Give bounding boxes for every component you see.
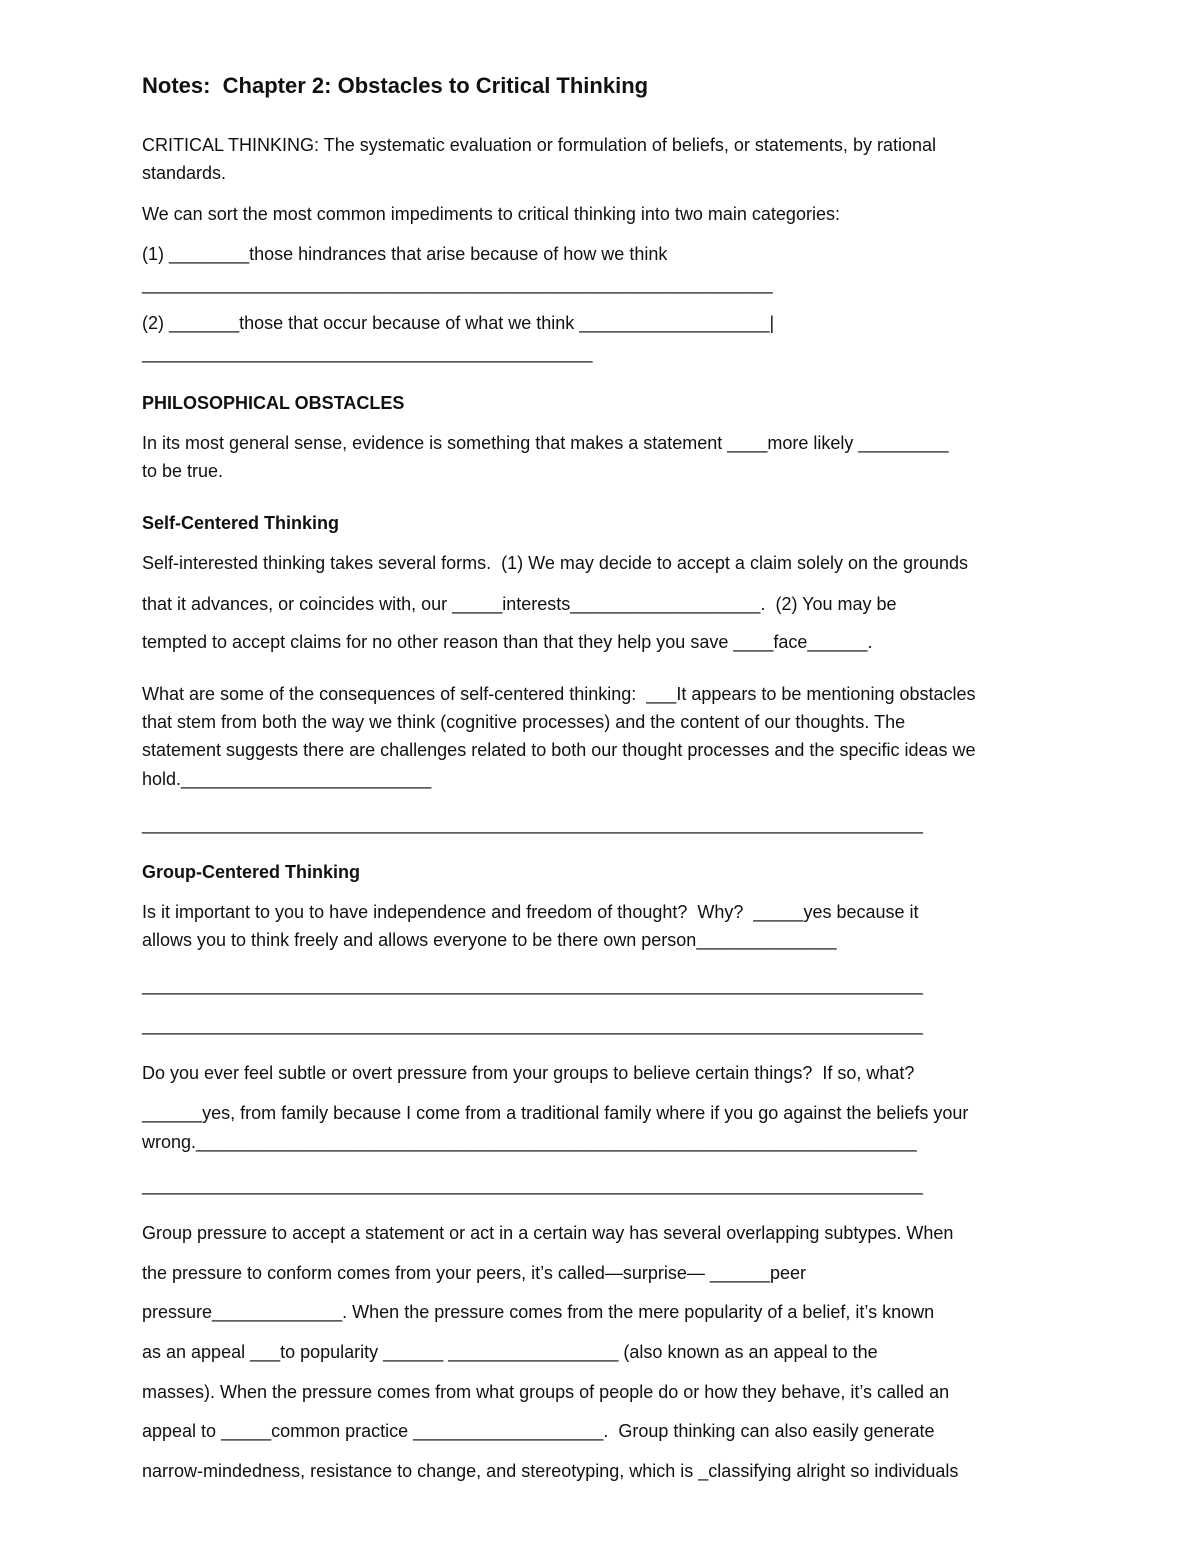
subsection-heading: Group-Centered Thinking (142, 862, 360, 882)
blank-line: _____________________________________________ (142, 343, 593, 363)
paragraph-line: to be true. (142, 461, 224, 481)
paragraph-line: tempted to accept claims for no other reason than that they help you save ____face______. (142, 632, 873, 652)
answer-line: statement suggests there are challenges related to both our thought processes and the specific ideas we (142, 740, 976, 760)
question-line: Do you ever feel subtle or overt pressure from your groups to believe certain things? If so, what? (142, 1063, 915, 1083)
blank-line: ______________________________________________________________________________ (142, 975, 923, 995)
category-line: (1) ________those hindrances that arise because of how we think (142, 244, 668, 264)
paragraph-line: as an appeal ___to popularity ______ _________________ (also known as an appeal to the (142, 1342, 878, 1362)
paragraph-line: narrow-mindedness, resistance to change, and stereotyping, which is _classifying alright so individuals (142, 1461, 959, 1481)
category-line: (2) _______those that occur because of what we think ___________________| (142, 313, 775, 333)
blank-line: ______________________________________________________________________________ (142, 1175, 923, 1195)
section-heading: PHILOSOPHICAL OBSTACLES (142, 393, 405, 413)
answer-line: What are some of the consequences of self-centered thinking: ___It appears to be mentioning obstacles (142, 684, 976, 704)
paragraph-line: masses). When the pressure comes from what groups of people do or how they behave, it’s called an (142, 1382, 950, 1402)
answer-line: hold._________________________ (142, 769, 432, 789)
answer-line: ______yes, from family because I come from a traditional family where if you go against the beliefs your (142, 1103, 969, 1123)
definition-line: CRITICAL THINKING: The systematic evaluation or formulation of beliefs, or statements, by rational (142, 135, 936, 155)
page-title: Notes: Chapter 2: Obstacles to Critical Thinking (142, 73, 649, 98)
paragraph-line: appeal to _____common practice ___________________. Group thinking can also easily generate (142, 1421, 935, 1441)
blank-line: ______________________________________________________________________________ (142, 1015, 923, 1035)
blank-line: ______________________________________________________________________________ (142, 814, 923, 834)
subsection-heading: Self-Centered Thinking (142, 513, 340, 533)
blank-line: _______________________________________________________________ (142, 274, 773, 294)
paragraph-line: the pressure to conform comes from your peers, it’s called—surprise— ______peer (142, 1263, 806, 1283)
paragraph-line: Self-interested thinking takes several forms. (1) We may decide to accept a claim solely on the grounds (142, 553, 969, 573)
definition-line: standards. (142, 163, 227, 183)
answer-line: Is it important to you to have independence and freedom of thought? Why? _____yes because it (142, 902, 919, 922)
paragraph-line: In its most general sense, evidence is something that makes a statement ____more likely _________ (142, 433, 949, 453)
paragraph-line: We can sort the most common impediments to critical thinking into two main categories: (142, 204, 840, 224)
paragraph-line: pressure_____________. When the pressure comes from the mere popularity of a belief, it’s known (142, 1302, 935, 1322)
paragraph-line: that it advances, or coincides with, our _____interests___________________. (2) You may be (142, 594, 897, 614)
answer-line: wrong.________________________________________________________________________ (142, 1132, 917, 1152)
paragraph-line: Group pressure to accept a statement or act in a certain way has several overlapping subtypes. When (142, 1223, 954, 1243)
answer-line: allows you to think freely and allows everyone to be there own person______________ (142, 930, 837, 950)
answer-line: that stem from both the way we think (cognitive processes) and the content of our thoughts. The (142, 712, 906, 732)
